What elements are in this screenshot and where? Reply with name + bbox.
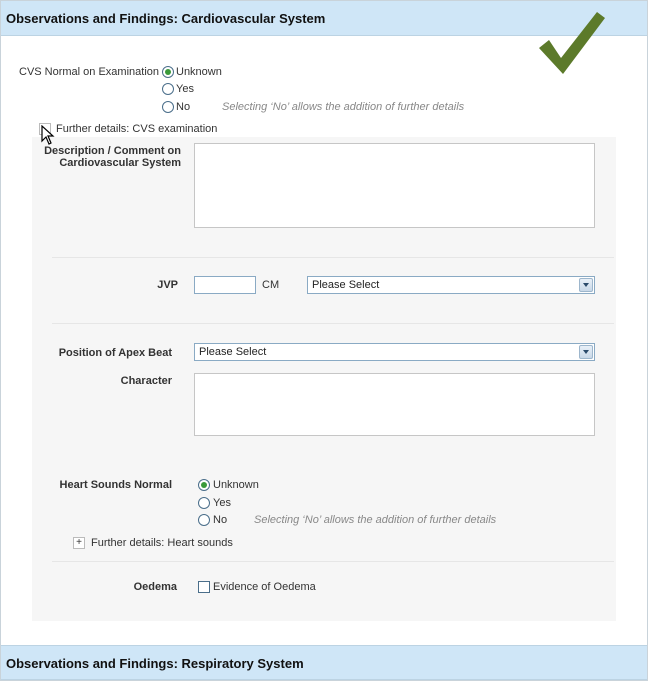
divider <box>52 257 614 258</box>
resp-section-header[interactable] <box>1 645 647 680</box>
heart-further-details-label[interactable]: Further details: Heart sounds <box>91 537 233 549</box>
oedema-checkbox-label[interactable]: Evidence of Oedema <box>213 581 316 593</box>
cvs-radio-yes-label: Yes <box>176 83 194 95</box>
checkmark-icon <box>535 8 607 78</box>
chevron-down-icon[interactable] <box>579 278 593 292</box>
heart-radio-no[interactable] <box>198 514 210 526</box>
cvs-normal-label: CVS Normal on Examination <box>19 66 160 78</box>
heart-sounds-label: Heart Sounds Normal <box>59 479 172 491</box>
description-textarea[interactable] <box>194 143 595 228</box>
oedema-checkbox[interactable] <box>198 581 210 593</box>
oedema-label: Oedema <box>133 581 177 593</box>
divider <box>52 561 614 562</box>
heart-radio-yes-label: Yes <box>213 497 231 509</box>
cursor-icon <box>41 125 55 145</box>
heart-further-details-toggle[interactable] <box>73 537 85 549</box>
jvp-select-value: Please Select <box>312 279 380 291</box>
cvs-radio-no[interactable] <box>162 101 174 113</box>
description-label: Description / Comment on Cardiovascular System <box>44 145 181 169</box>
cvs-radio-unknown[interactable] <box>162 66 174 78</box>
heart-radio-yes[interactable] <box>198 497 210 509</box>
heart-radio-no-label: No <box>213 514 228 526</box>
cvs-radio-yes[interactable] <box>162 83 174 95</box>
jvp-input[interactable] <box>194 276 256 294</box>
character-textarea[interactable] <box>194 373 595 436</box>
cvs-radio-no-label: No <box>176 101 191 113</box>
apex-select[interactable] <box>194 343 595 361</box>
heart-radio-unknown[interactable] <box>198 479 210 491</box>
resp-section-title: Observations and Findings: Respiratory System <box>6 656 304 671</box>
cvs-further-details-label[interactable]: Further details: CVS examination <box>56 123 218 135</box>
jvp-label: JVP <box>157 279 178 291</box>
cvs-no-hint: Selecting ‘No’ allows the addition of further details <box>222 101 465 113</box>
jvp-select[interactable] <box>307 276 595 294</box>
heart-radio-unknown-label: Unknown <box>213 479 259 491</box>
apex-select-value: Please Select <box>199 346 267 358</box>
apex-label: Position of Apex Beat <box>58 347 172 359</box>
character-label: Character <box>120 375 172 387</box>
cvs-section-title: Observations and Findings: Cardiovascular System <box>6 11 326 26</box>
heart-no-hint: Selecting ‘No’ allows the addition of further details <box>254 514 497 526</box>
divider <box>52 323 614 324</box>
plus-icon: + <box>76 537 82 548</box>
jvp-unit: CM <box>262 279 280 291</box>
cvs-radio-unknown-label: Unknown <box>176 66 222 78</box>
chevron-down-icon[interactable] <box>579 345 593 359</box>
